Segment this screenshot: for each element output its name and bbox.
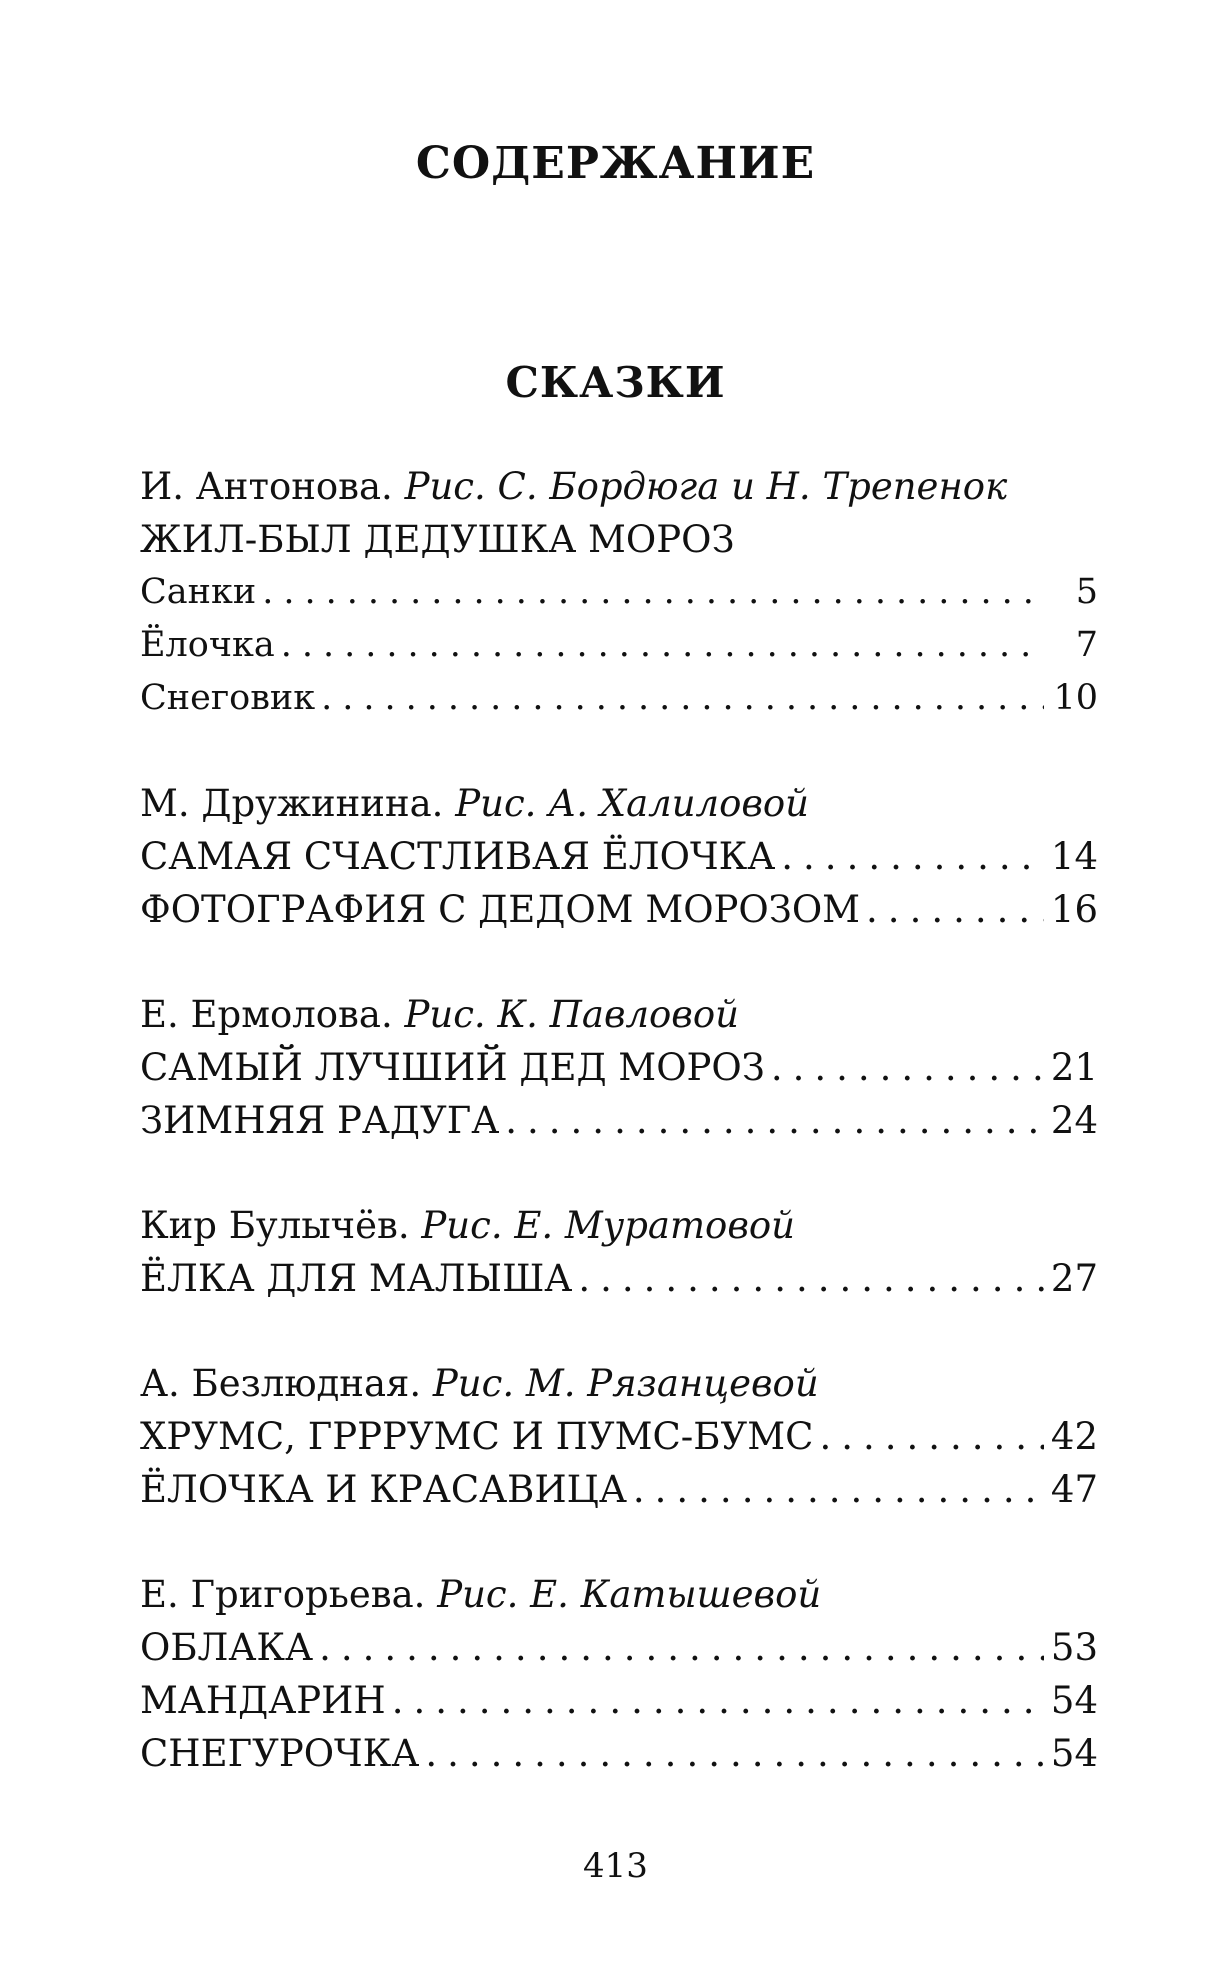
page-title: СОДЕРЖАНИЕ [415, 138, 816, 189]
toc-entry[interactable] [140, 1094, 1098, 1147]
entry-page-number: 54 [1050, 1732, 1098, 1775]
entry-title: Снеговик [140, 678, 316, 718]
dot-leader [321, 672, 1044, 725]
dot-leader [866, 883, 1044, 936]
toc-entry[interactable] [140, 1041, 1098, 1094]
entry-page-number: 42 [1050, 1415, 1098, 1458]
entry-title: СНЕГУРОЧКА [140, 1732, 420, 1775]
toc-entry[interactable] [140, 566, 1098, 619]
entry-page-number: 7 [1075, 625, 1098, 665]
entry-title: САМАЯ СЧАСТЛИВАЯ ЁЛОЧКА [140, 835, 776, 878]
toc-group [140, 988, 1098, 1147]
toc-entry[interactable] [140, 830, 1098, 883]
toc-entry[interactable] [140, 1674, 1098, 1727]
author-name: И. Антонова. [140, 465, 393, 508]
dot-leader [262, 566, 1044, 619]
author-name: А. Безлюдная. [140, 1362, 422, 1405]
author-name: Е. Ермолова. [140, 993, 393, 1036]
toc-group [140, 460, 1098, 725]
entry-title: Санки [140, 572, 257, 612]
author-name: Е. Григорьева. [140, 1573, 426, 1616]
entry-page-number: 53 [1050, 1626, 1098, 1669]
author-credit-line [140, 1357, 1098, 1410]
author-name: М. Дружинина. [140, 782, 444, 825]
entry-title: МАНДАРИН [140, 1679, 386, 1722]
dot-leader [392, 1674, 1044, 1727]
entry-page-number: 14 [1050, 835, 1098, 878]
entry-page-number: 10 [1053, 678, 1098, 718]
toc-group [140, 1568, 1098, 1780]
table-of-contents [140, 460, 1098, 1832]
author-name: Кир Булычёв. [140, 1204, 410, 1247]
dot-leader [771, 1041, 1044, 1094]
entry-page-number: 27 [1050, 1257, 1098, 1300]
toc-entry[interactable] [140, 672, 1098, 725]
toc-entry[interactable] [140, 883, 1098, 936]
toc-entry[interactable] [140, 1252, 1098, 1305]
entry-title: ЁЛКА ДЛЯ МАЛЫША [140, 1257, 573, 1300]
entry-page-number: 24 [1050, 1099, 1098, 1142]
toc-entry[interactable] [140, 1410, 1098, 1463]
page-number: 413 [583, 1846, 648, 1886]
entry-page-number: 5 [1075, 572, 1098, 612]
illustrator-credit: Рис. С. Бордюга и Н. Трепенок [404, 465, 1008, 508]
entry-page-number: 54 [1050, 1679, 1098, 1722]
author-credit-line [140, 988, 1098, 1041]
entry-page-number: 16 [1050, 888, 1098, 931]
dot-leader [505, 1094, 1044, 1147]
entry-page-number: 47 [1050, 1468, 1098, 1511]
cycle-heading: ЖИЛ-БЫЛ ДЕДУШКА МОРОЗ [140, 518, 735, 561]
dot-leader [781, 830, 1044, 883]
dot-leader [819, 1410, 1044, 1463]
toc-entry[interactable] [140, 619, 1098, 672]
section-title: СКАЗКИ [505, 358, 726, 407]
entry-title: ЗИМНЯЯ РАДУГА [140, 1099, 500, 1142]
dot-leader [578, 1252, 1044, 1305]
toc-group [140, 777, 1098, 936]
toc-entry[interactable] [140, 1621, 1098, 1674]
entry-page-number: 21 [1050, 1046, 1098, 1089]
dot-leader [425, 1727, 1044, 1780]
toc-entry[interactable] [140, 1463, 1098, 1516]
author-credit-line [140, 777, 1098, 830]
toc-group [140, 1357, 1098, 1516]
dot-leader [319, 1621, 1044, 1674]
illustrator-credit: Рис. Е. Катышевой [437, 1573, 822, 1616]
illustrator-credit: Рис. А. Халиловой [455, 782, 809, 825]
illustrator-credit: Рис. Е. Муратовой [421, 1204, 795, 1247]
entry-title: САМЫЙ ЛУЧШИЙ ДЕД МОРОЗ [140, 1046, 765, 1089]
entry-title: ХРУМС, ГРРРУМС И ПУМС-БУМС [140, 1415, 814, 1458]
entry-title: ФОТОГРАФИЯ С ДЕДОМ МОРОЗОМ [140, 888, 861, 931]
author-credit-line [140, 1568, 1098, 1621]
illustrator-credit: Рис. М. Рязанцевой [432, 1362, 819, 1405]
entry-title: Ёлочка [140, 625, 275, 665]
toc-group [140, 1199, 1098, 1305]
entry-title: ОБЛАКА [140, 1626, 314, 1669]
illustrator-credit: Рис. К. Павловой [404, 993, 739, 1036]
author-credit-line [140, 1199, 1098, 1252]
toc-entry[interactable] [140, 1727, 1098, 1780]
dot-leader [281, 619, 1044, 672]
author-credit-line [140, 460, 1098, 513]
dot-leader [633, 1463, 1044, 1516]
entry-title: ЁЛОЧКА И КРАСАВИЦА [140, 1468, 627, 1511]
